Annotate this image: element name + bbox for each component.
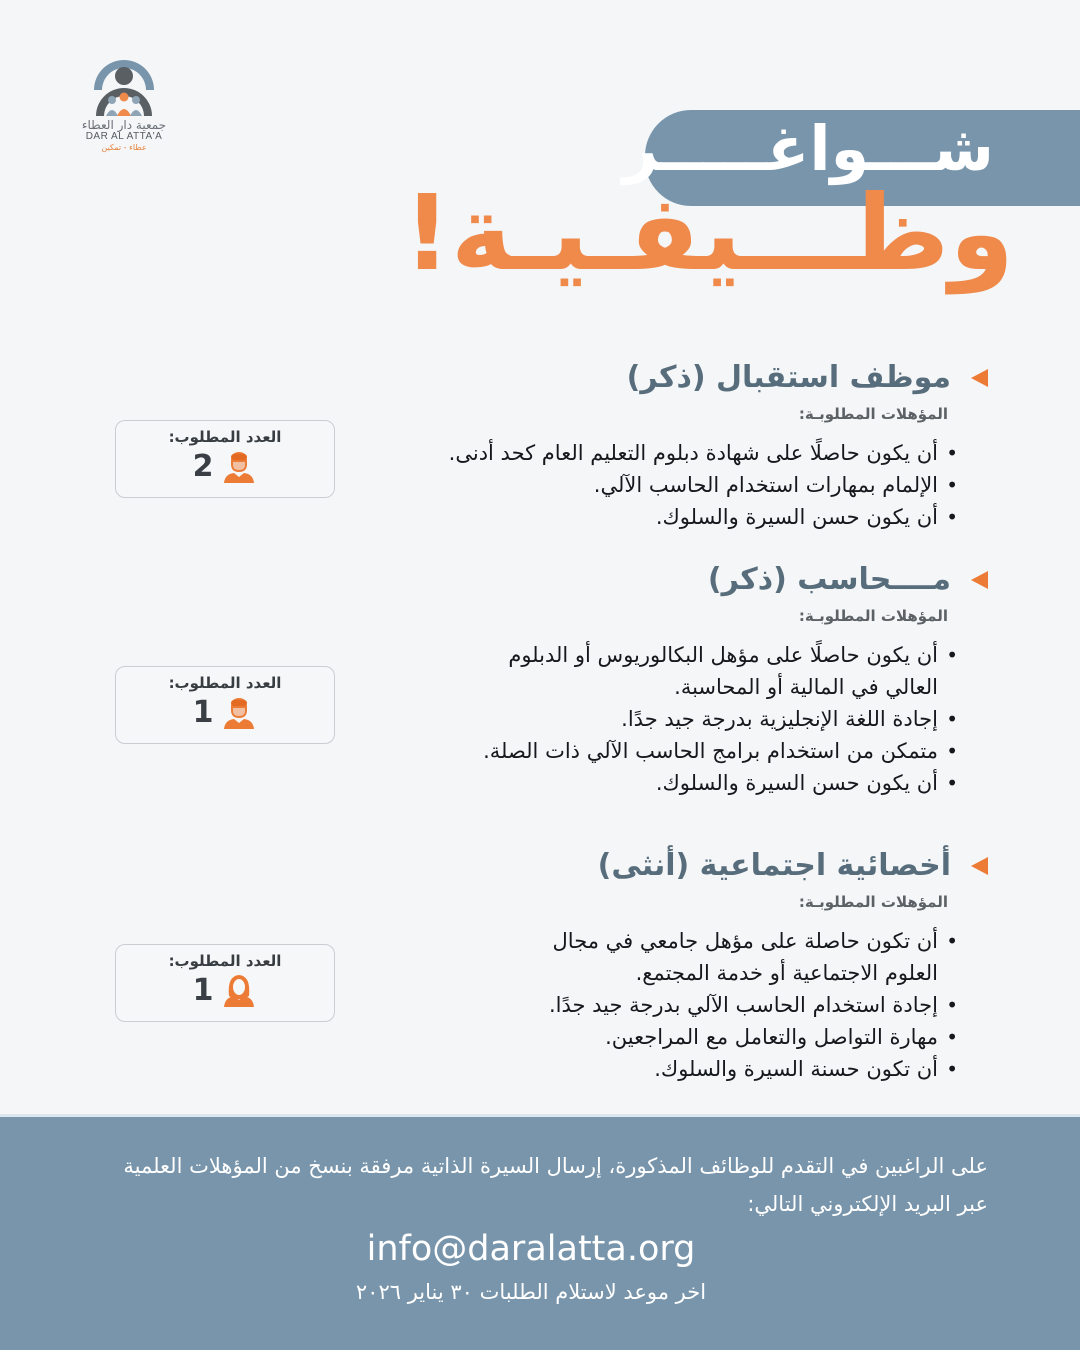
qualification-item: • أن تكون حسنة السيرة والسلوك. <box>538 1053 958 1085</box>
qualification-item: • متمكن من استخدام برامج الحاسب الآلي ذات الصلة. <box>478 735 958 767</box>
count-value: 1 <box>192 972 214 1008</box>
bullet-arrow-icon <box>971 857 988 875</box>
qualifications-list <box>478 639 958 799</box>
job-social-worker <box>538 848 988 1085</box>
qualification-item: • أن يكون حسن السيرة والسلوك. <box>449 501 958 533</box>
organization-logo <box>72 42 176 160</box>
required-count-box <box>115 666 335 744</box>
job-title: موظف استقبال (ذكر) <box>626 360 951 395</box>
bullet-arrow-icon <box>971 369 988 387</box>
application-deadline: اخر موعد لاستلام الطلبات ٣٠ يناير ٢٠٢٦ <box>355 1280 707 1304</box>
org-name-arabic: جمعية دار العطاء <box>81 118 167 132</box>
job-receptionist <box>449 360 988 533</box>
qualifications-list <box>538 925 958 1085</box>
qualifications-label: المؤهلات المطلوبـة: <box>798 607 948 625</box>
org-name-english: DAR AL ATTA'A <box>85 131 163 142</box>
title-vacancies: شـــواغـــــر <box>622 112 994 185</box>
qualification-item: • أن يكون حسن السيرة والسلوك. <box>478 767 958 799</box>
female-person-icon <box>221 972 257 1008</box>
qualification-item: • أن يكون حاصلًا على شهادة دبلوم التعليم العام كحد أدنى. <box>449 437 958 469</box>
count-label: العدد المطلوب: <box>168 428 282 446</box>
male-person-icon <box>221 448 257 484</box>
footer-divider <box>0 1114 1080 1117</box>
count-value: 1 <box>192 694 214 730</box>
qualifications-label: المؤهلات المطلوبـة: <box>798 893 948 911</box>
bullet-arrow-icon <box>971 571 988 589</box>
qualification-item: • أن يكون حاصلًا على مؤهل البكالوريوس أو الدبلوم العالي في المالية أو المحاسبة. <box>478 639 958 703</box>
contact-email-link[interactable]: info@daralatta.org <box>366 1229 696 1269</box>
count-value: 2 <box>192 448 214 484</box>
job-title: أخصائية اجتماعية (أنثى) <box>597 848 951 883</box>
required-count-box <box>115 420 335 498</box>
footer-contact-band <box>0 1117 1080 1350</box>
job-accountant <box>478 562 988 799</box>
qualification-item: • الإلمام بمهارات استخدام الحاسب الآلي. <box>449 469 958 501</box>
application-instructions: على الراغبين في التقدم للوظائف المذكورة، إرسال السيرة الذاتية مرفقة بنسخ من المؤهلات العلمية عبر البريد الإلكتروني التالي: <box>123 1154 988 1216</box>
qualification-item: • إجادة اللغة الإنجليزية بدرجة جيد جدًا. <box>478 703 958 735</box>
qualification-item: • أن تكون حاصلة على مؤهل جامعي في مجال العلوم الاجتماعية أو خدمة المجتمع. <box>538 925 958 989</box>
qualifications-label: المؤهلات المطلوبـة: <box>798 405 948 423</box>
title-jobs: وظـــيفـيـة! <box>403 172 1014 294</box>
qualifications-list <box>449 437 958 533</box>
org-tagline: عطاء - تمكين <box>101 143 147 152</box>
male-person-icon <box>221 694 257 730</box>
qualification-item: • إجادة استخدام الحاسب الآلي بدرجة جيد جدًا. <box>538 989 958 1021</box>
qualification-item: • مهارة التواصل والتعامل مع المراجعين. <box>538 1021 958 1053</box>
job-title: مــــحاسب (ذكر) <box>707 562 951 597</box>
logo-emblem-icon <box>72 42 176 118</box>
count-label: العدد المطلوب: <box>168 952 282 970</box>
count-label: العدد المطلوب: <box>168 674 282 692</box>
required-count-box <box>115 944 335 1022</box>
